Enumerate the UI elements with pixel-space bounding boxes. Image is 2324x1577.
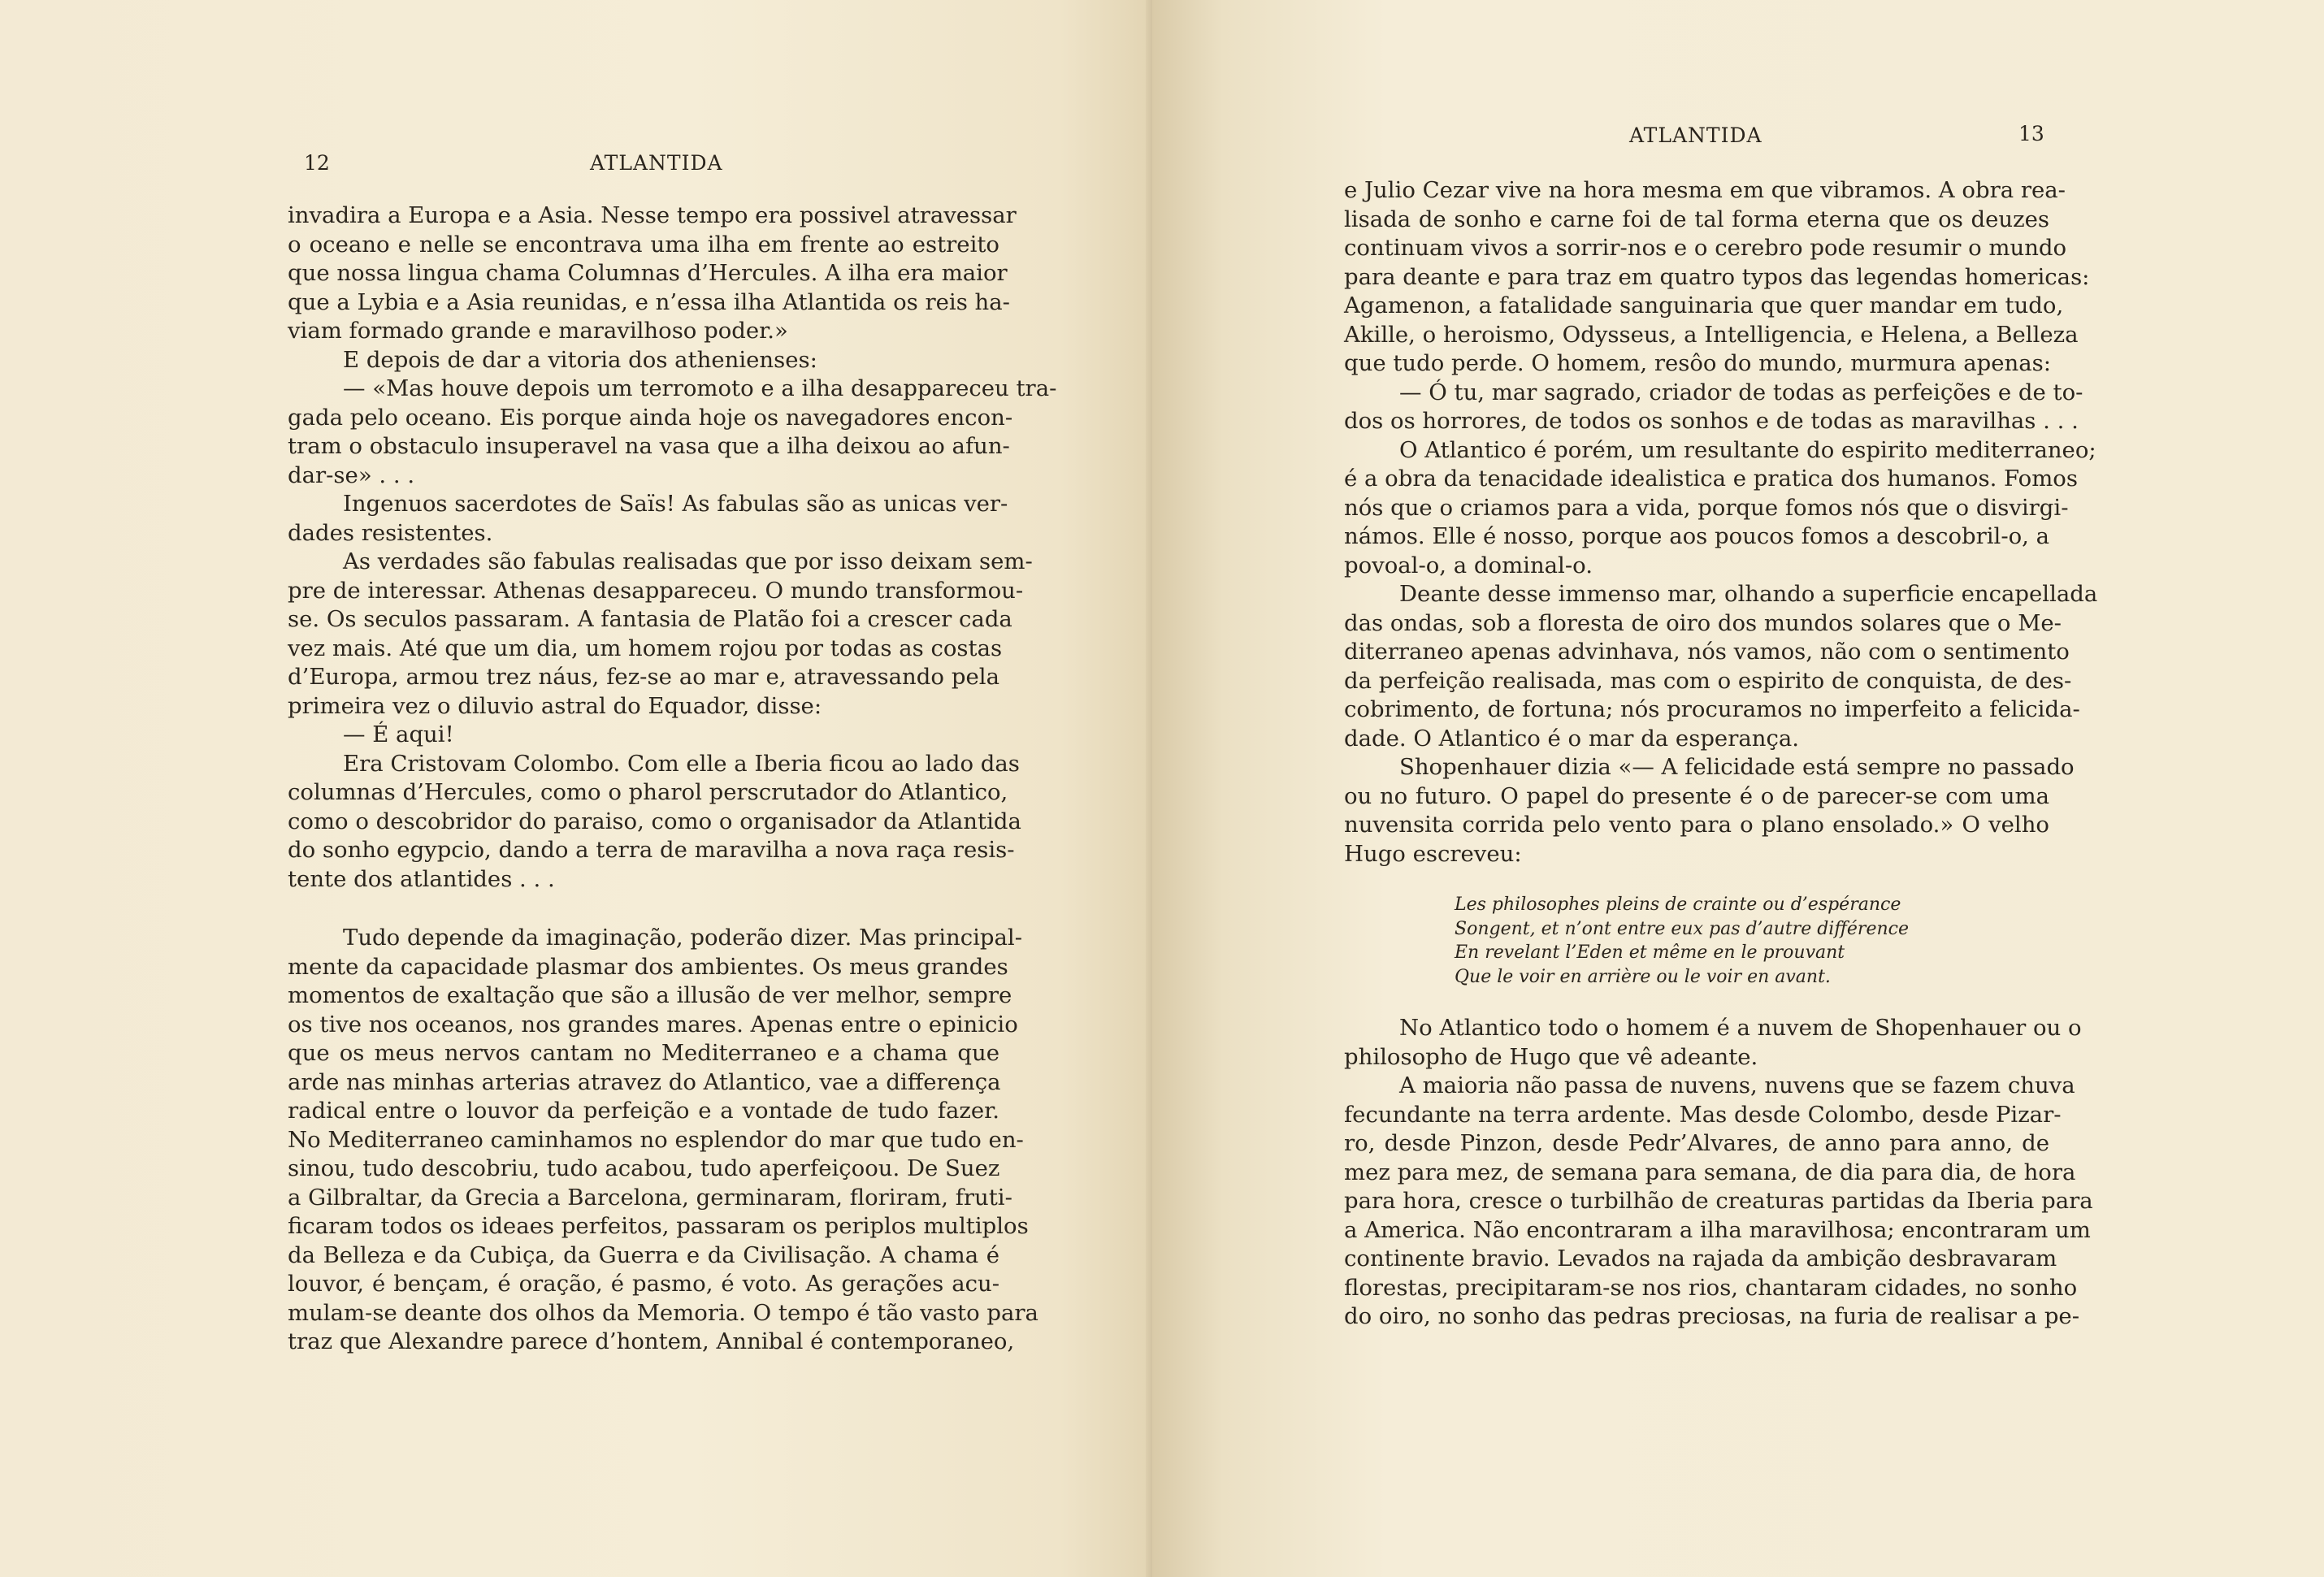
text-line: A maioria não passa de nuvens, nuvens que se fazem chuva xyxy=(1399,1072,2075,1098)
running-header-left: ATLANTIDA xyxy=(590,151,723,175)
text-line: que tudo perde. O homem, resôo do mundo, murmura apenas: xyxy=(1344,350,2052,376)
text-line: E depois de dar a vitoria dos athenienses: xyxy=(343,346,817,373)
text-line: No Atlantico todo o homem é a nuvem de Shopenhauer ou o xyxy=(1399,1015,2082,1041)
text-line: Akille, o heroismo, Odysseus, a Intelligencia, e Helena, a Belleza xyxy=(1344,321,2079,348)
text-line: dar-se» . . . xyxy=(288,461,415,488)
verse-quotation xyxy=(1455,893,1909,989)
text-line: Deante desse immenso mar, olhando a superficie encapellada xyxy=(1399,581,2098,607)
text-line: d’Europa, armou trez náus, fez-se ao mar e, atravessando pela xyxy=(288,664,999,690)
text-line: No Mediterraneo caminhamos no esplendor do mar que tudo en- xyxy=(288,1126,1024,1153)
text-line: vez mais. Até que um dia, um homem rojou por todas as costas xyxy=(288,635,1003,661)
text-line: do sonho egypcio, dando a terra de maravilha a nova raça resis- xyxy=(288,837,1015,863)
text-line: dade. O Atlantico é o mar da esperança. xyxy=(1344,725,1799,752)
text-line: os tive nos oceanos, nos grandes mares. Apenas entre o epinicio xyxy=(288,1011,1018,1038)
text-line: lisada de sonho e carne foi de tal forma eterna que os deuzes xyxy=(1344,206,2049,232)
right-page-text-top xyxy=(1344,176,2098,869)
text-line: ficaram todos os ideaes perfeitos, passaram os periplos multiplos xyxy=(288,1213,1029,1239)
text-line: ro, desde Pinzon, desde Pedr’Alvares, de anno para anno, de xyxy=(1344,1130,2049,1156)
text-line: ou no futuro. O papel do presente é o de parecer-se com uma xyxy=(1344,782,2049,809)
text-line: para deante e para traz em quatro typos das legendas homericas: xyxy=(1344,263,2090,290)
text-line: Ingenuos sacerdotes de Saïs! As fabulas são as unicas ver- xyxy=(343,491,1008,517)
text-line: philosopho de Hugo que vê adeante. xyxy=(1344,1043,1758,1070)
text-line: pre de interessar. Athenas desappareceu. O mundo transformou- xyxy=(288,577,1024,604)
text-line: que a Lybia e a Asia reunidas, e n’essa ilha Atlantida os reis ha- xyxy=(288,288,1010,315)
text-line: primeira vez o diluvio astral do Equador, disse: xyxy=(288,692,822,719)
text-line: nós que o criamos para a vida, porque fomos nós que o disvirgi- xyxy=(1344,494,2069,521)
text-line: a Gilbraltar, da Grecia a Barcelona, germinaram, floriram, fruti- xyxy=(288,1184,1012,1211)
text-line: a America. Não encontraram a ilha maravilhosa; encontraram um xyxy=(1344,1216,2091,1243)
text-line: cobrimento, de fortuna; nós procuramos no imperfeito a felicida- xyxy=(1344,696,2080,722)
verse-line: Que le voir en arrière ou le voir en avant. xyxy=(1455,966,1831,987)
text-line: tram o obstaculo insuperavel na vasa que a ilha deixou ao afun- xyxy=(288,433,1010,459)
text-line: radical entre o louvor da perfeição e a vontade de tudo fazer. xyxy=(288,1098,999,1124)
text-line: da Belleza e da Cubiça, da Guerra e da Civilisação. A chama é xyxy=(288,1241,999,1268)
text-line: como o descobridor do paraiso, como o organisador da Atlantida xyxy=(288,808,1021,834)
text-line: e Julio Cezar vive na hora mesma em que vibramos. A obra rea- xyxy=(1344,177,2066,203)
text-line: invadira a Europa e a Asia. Nesse tempo era possivel atravessar xyxy=(288,202,1017,228)
text-line: povoal-o, a dominal-o. xyxy=(1344,552,1593,578)
text-line: — Ó tu, mar sagrado, criador de todas as perfeições e de to- xyxy=(1399,379,2083,405)
running-header-right: ATLANTIDA xyxy=(1629,123,1763,147)
text-line: o oceano e nelle se encontrava uma ilha em frente ao estreito xyxy=(288,231,999,258)
text-line: Shopenhauer dizia «— A felicidade está sempre no passado xyxy=(1399,754,2075,780)
verse-line: Les philosophes pleins de crainte ou d’espérance xyxy=(1455,895,1901,915)
text-line: gada pelo oceano. Eis porque ainda hoje os navegadores encon- xyxy=(288,404,1013,431)
text-line: da perfeição realisada, mas com o espirito de conquista, de des- xyxy=(1344,667,2072,694)
text-line: continente bravio. Levados na rajada da ambição desbravaram xyxy=(1344,1246,2057,1272)
verse-line: En revelant l’Eden et même en le prouvant xyxy=(1455,942,1845,963)
text-line: do oiro, no sonho das pedras preciosas, na furia de realisar a pe- xyxy=(1344,1303,2079,1329)
text-line: é a obra da tenacidade idealistica e pratica dos humanos. Fomos xyxy=(1344,466,2078,492)
text-line: tente dos atlantides . . . xyxy=(288,865,555,892)
text-line: dos os horrores, de todos os sonhos e de todas as maravilhas . . . xyxy=(1344,408,2079,434)
text-line: que os meus nervos cantam no Mediterraneo e a chama que xyxy=(288,1040,999,1066)
right-page xyxy=(1152,0,2324,1577)
text-line: nuvensita corrida pelo vento para o plano ensolado.» O velho xyxy=(1344,812,2049,838)
verse-line: Songent, et n’ont entre eux pas d’autre différence xyxy=(1455,918,1909,939)
text-line: námos. Elle é nosso, porque aos poucos fomos a descobril-o, a xyxy=(1344,523,2050,549)
text-line: das ondas, sob a floresta de oiro dos mundos solares que o Me- xyxy=(1344,609,2062,636)
text-line: O Atlantico é porém, um resultante do espirito mediterraneo; xyxy=(1399,436,2096,463)
text-line: diterraneo apenas advinhava, nós vamos, não com o sentimento xyxy=(1344,639,2070,665)
left-page xyxy=(0,0,1152,1577)
text-line: arde nas minhas arterias atravez do Atlantico, vae a differença xyxy=(288,1068,1001,1095)
text-line: continuam vivos a sorrir-nos e o cerebro pode resumir o mundo xyxy=(1344,235,2067,261)
text-line: florestas, precipitaram-se nos rios, chantaram cidades, no sonho xyxy=(1344,1274,2078,1301)
left-page-text xyxy=(288,201,1057,1357)
text-line: columnas d’Hercules, como o pharol perscrutador do Atlantico, xyxy=(288,779,1008,805)
paragraph-break xyxy=(288,894,999,924)
text-line: mez para mez, de semana para semana, de dia para dia, de hora xyxy=(1344,1159,2076,1185)
text-line: — «Mas houve depois um terromoto e a ilha desappareceu tra- xyxy=(343,375,1057,401)
text-line: para hora, cresce o turbilhão de creaturas partidas da Iberia para xyxy=(1344,1188,2093,1214)
text-line: Hugo escreveu: xyxy=(1344,840,1522,867)
text-line: As verdades são fabulas realisadas que por isso deixam sem- xyxy=(343,548,1033,574)
text-line: Era Cristovam Colombo. Com elle a Iberia ficou ao lado das xyxy=(343,750,1020,777)
page-number-left: 12 xyxy=(304,151,330,175)
text-line: — É aqui! xyxy=(343,721,454,747)
text-line: fecundante na terra ardente. Mas desde Colombo, desde Pizar- xyxy=(1344,1101,2062,1128)
text-line: Tudo depende da imaginação, poderão dizer. Mas principal- xyxy=(343,925,1022,951)
text-line: traz que Alexandre parece d’hontem, Annibal é contemporaneo, xyxy=(288,1328,1015,1354)
text-line: viam formado grande e maravilhoso poder.» xyxy=(288,318,788,344)
text-line: Agamenon, a fatalidade sanguinaria que quer mandar em tudo, xyxy=(1344,292,2064,318)
text-line: dades resistentes. xyxy=(288,519,493,546)
text-line: louvor, é bençam, é oração, é pasmo, é voto. As gerações acu- xyxy=(288,1271,999,1297)
right-page-text-bottom xyxy=(1344,1014,2093,1332)
text-line: mulam-se deante dos olhos da Memoria. O tempo é tão vasto para xyxy=(288,1299,1038,1326)
text-line: momentos de exaltação que são a illusão de ver melhor, sempre xyxy=(288,982,1012,1008)
text-line: sinou, tudo descobriu, tudo acabou, tudo aperfeiçoou. De Suez xyxy=(288,1155,1000,1181)
text-line: se. Os seculos passaram. A fantasia de Platão foi a crescer cada xyxy=(288,606,1012,632)
text-line: mente da capacidade plasmar dos ambientes. Os meus grandes xyxy=(288,953,1008,980)
page-number-right: 13 xyxy=(2018,122,2044,145)
text-line: que nossa lingua chama Columnas d’Hercules. A ilha era maior xyxy=(288,260,1008,286)
